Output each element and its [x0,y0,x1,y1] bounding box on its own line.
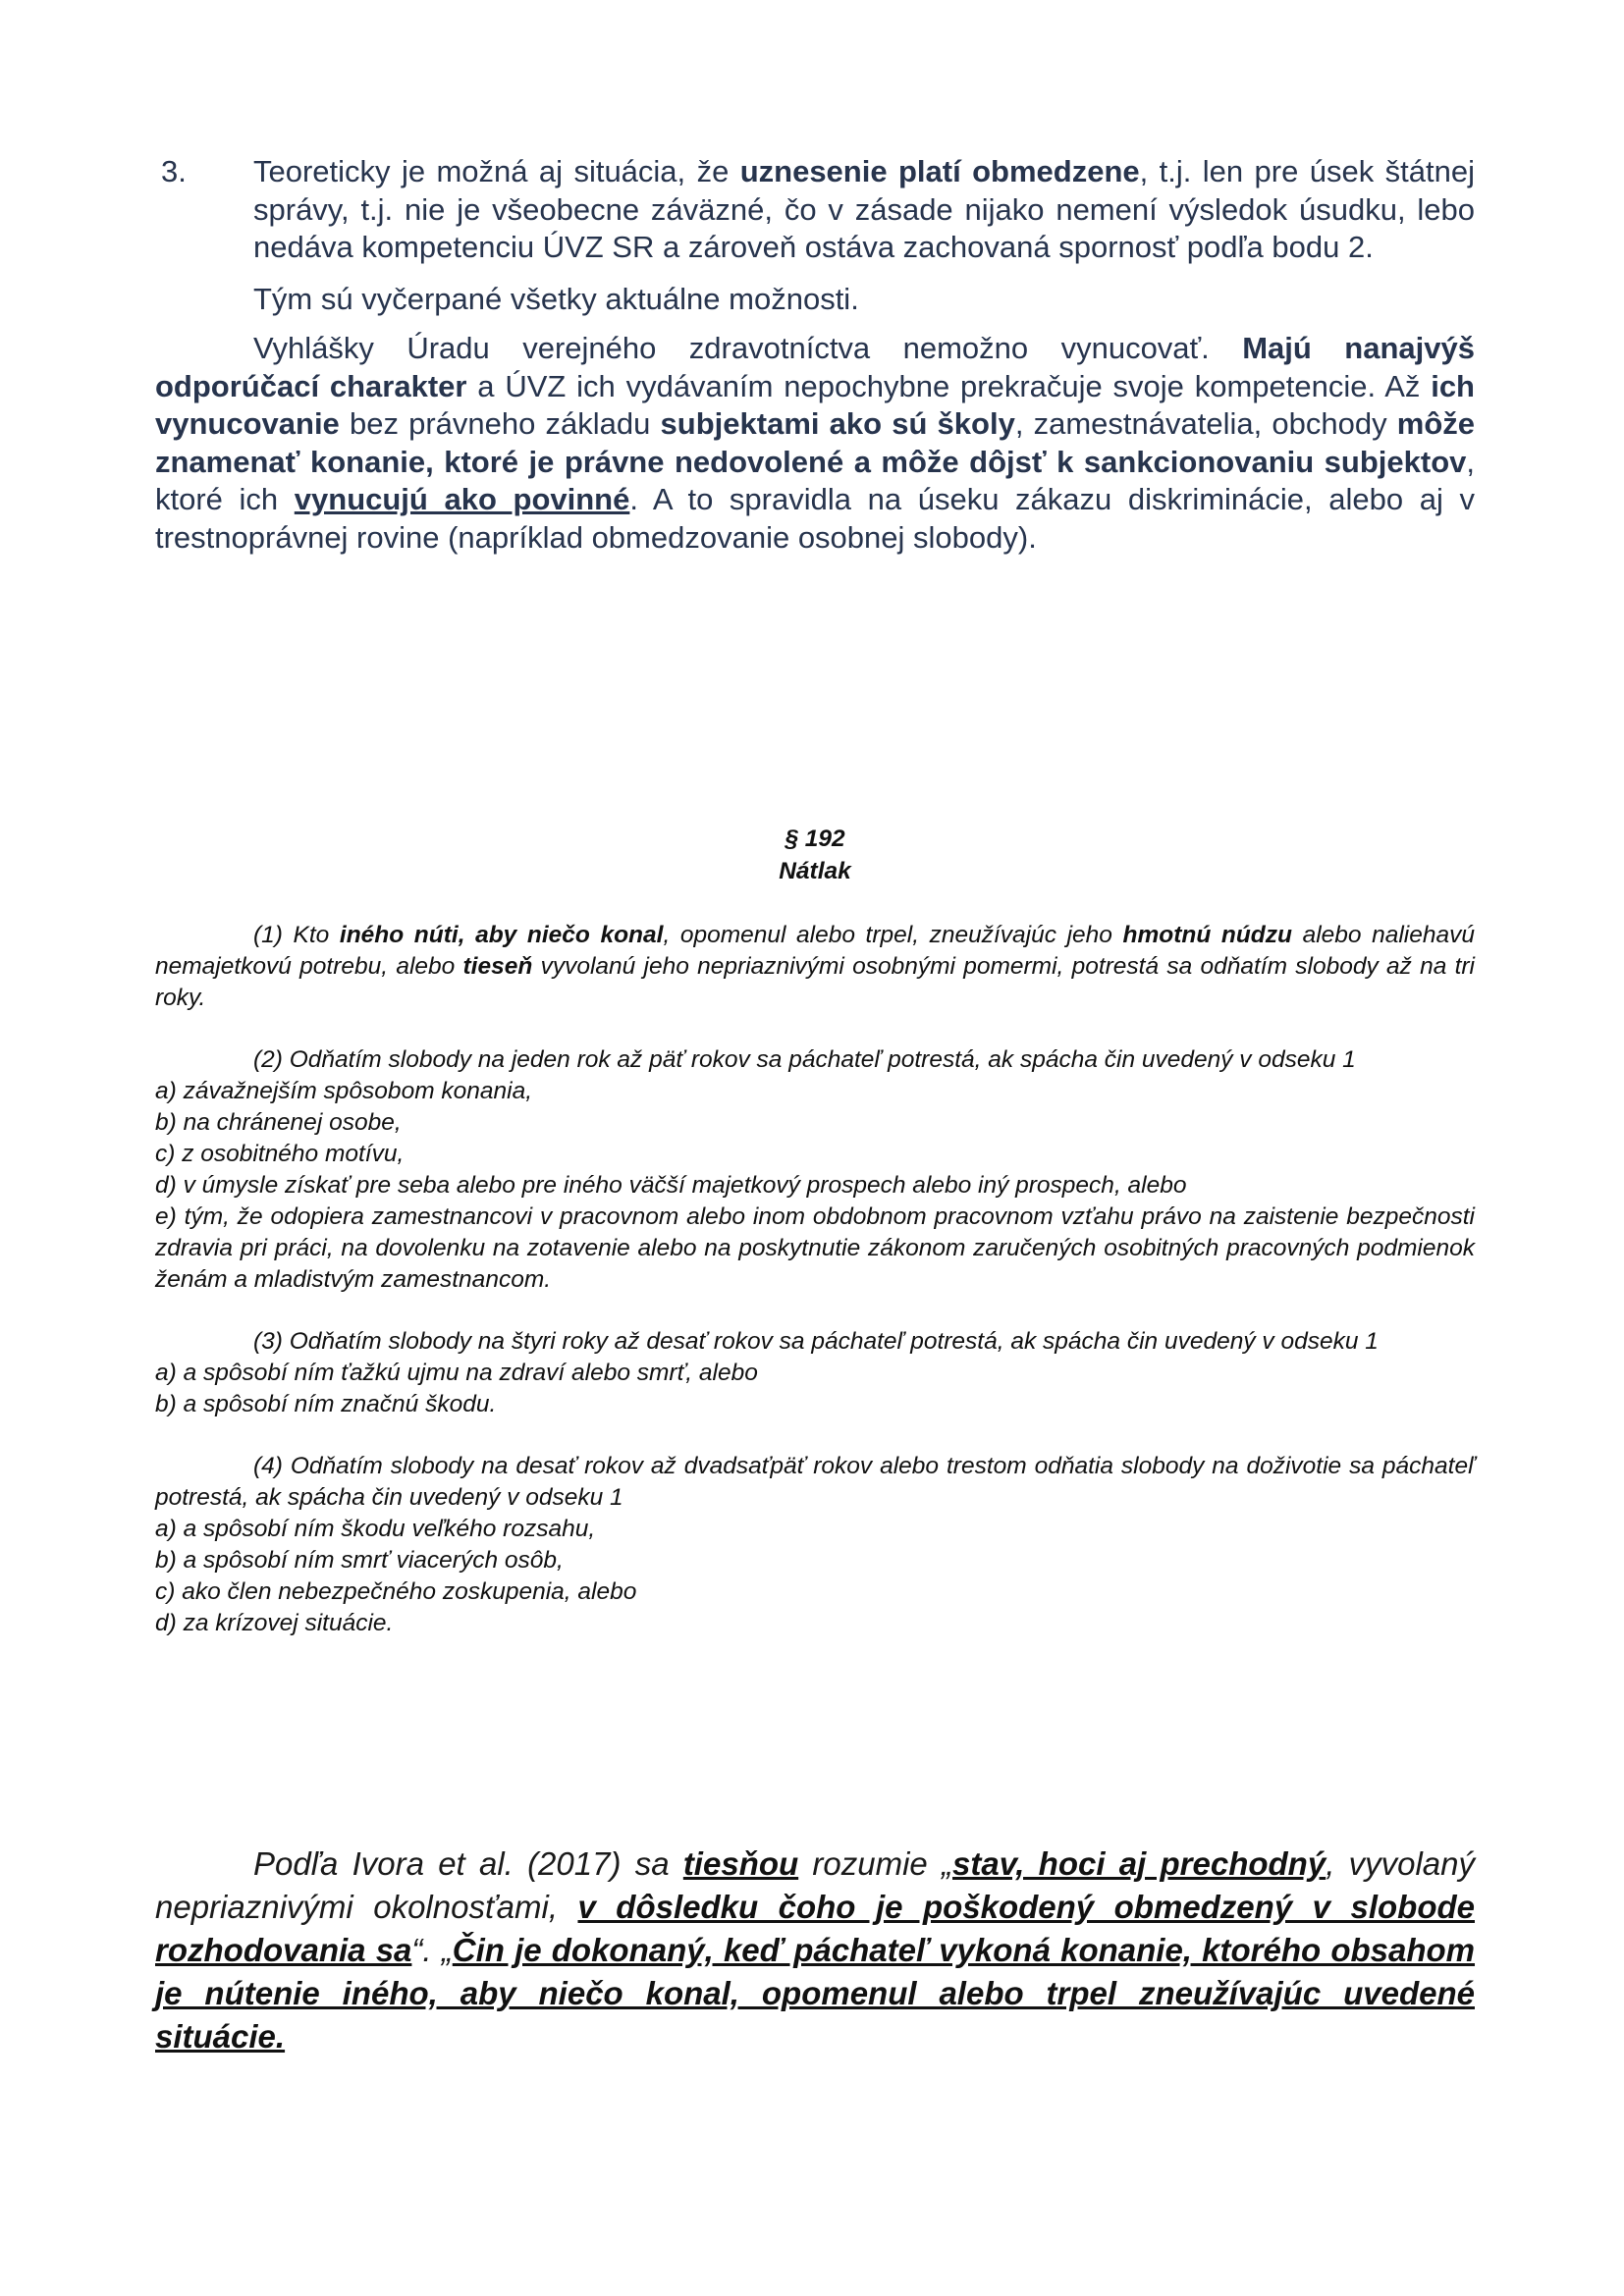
statute-paragraph-1 [155,920,1475,1014]
list-item: c) z osobitného motívu, [155,1141,405,1167]
text-run: , ktoré ich [155,444,1475,516]
vyhlasky-paragraph [155,330,1475,557]
bold-run: subjektami ako sú školy [660,406,1015,441]
text-run: “. „ [411,1932,453,1968]
statute-paragraph-2 [155,1044,1475,1296]
bold-run: ich vynucovanie [155,368,1475,441]
list-item: e) tým, že odopiera zamestnancovi v pracovnom alebo inom obdobnom pracovnom vzťahu právo na zaistenie bezpečnosti zdravia pri práci, na dovolenku na zotavenie alebo na poskytnutie zákonom zaručených osobitných pracovných podmienok ženám a mladistvým zamestnancom. [155,1203,1475,1293]
bold-underlined-run: v dôsledku čoho je poškodený obmedzený v slobode rozhodovania sa [155,1889,1475,1968]
bold-underlined-run: vynucujú ako povinné [294,482,630,516]
text-run: Vyhlášky Úradu verejného zdravotníctva nemožno vynucovať. [253,331,1243,365]
paragraph-intro: (2) Odňatím slobody na jeden rok až päť rokov sa páchateľ potrestá, ak spácha čin uvedený v odseku 1 [253,1046,1356,1073]
list-item: d) za krízovej situácie. [155,1610,394,1636]
text-run: . A to spravidla na úseku zákazu diskriminácie, alebo aj v trestnoprávnej rovine (napríklad obmedzovanie osobnej slobody). [155,482,1475,555]
bold-run: môže znamenať konanie, ktoré je právne nedovolené a môže dôjsť k sankcionovaniu subjektov [155,406,1476,479]
text-run: rozumie „ [798,1845,953,1882]
list-item: d) v úmysle získať pre seba alebo pre iného väčší majetkový prospech alebo iný prospech, alebo [155,1172,1187,1199]
closing-paragraph [155,1842,1475,2058]
text-run: alebo naliehavú nemajetkovú potrebu, alebo [155,922,1475,980]
summary-line: Tým sú vyčerpané všetky aktuálne možnosti. [253,281,859,316]
text-run: vyvolanú jeho nepriaznivými osobnými pomermi, potrestá sa odňatím slobody až na tri roky. [155,953,1475,1011]
list-item: a) a spôsobí ním ťažkú ujmu na zdraví alebo smrť, alebo [155,1360,758,1386]
bold-underlined-run: Čin je dokonaný, keď páchateľ vykoná konanie, ktorého obsahom je nútenie iného, aby niečo konal, opomenul alebo trpel zneužívajúc uvedené situácie. [155,1932,1476,2055]
item-bold: uznesenie platí obmedzene [739,154,1140,188]
list-item: b) a spôsobí ním smrť viacerých osôb, [155,1547,564,1574]
bold-run: tieseň [462,953,533,980]
item-text: , t.j. len pre úsek štátnej správy, t.j. nie je všeobecne záväzné, čo v zásade nijako nemení výsledok úsudku, lebo nedáva kompetenciu ÚVZ SR a zároveň ostáva zachovaná spornosť podľa bodu 2. [253,154,1475,264]
item-text: Teoreticky je možná aj situácia, že [253,154,740,188]
text-run: , vyvolaný nepriaznivými okolnosťami, [155,1845,1476,1925]
bold-underlined-run: stav, hoci aj prechodný [952,1845,1326,1882]
bold-run: hmotnú núdzu [1122,922,1292,948]
list-item: c) ako člen nebezpečného zoskupenia, alebo [155,1578,637,1605]
list-item: b) na chránenej osobe, [155,1109,402,1136]
bold-run: iného núti, aby niečo konal [339,922,664,948]
text-run: Podľa Ivora et al. (2017) sa [253,1845,683,1882]
bold-run: Majú nanajvýš odporúčací charakter [155,331,1475,403]
text-run: bez právneho základu [339,406,661,441]
numbered-item-3 [155,153,1475,267]
commentary-section [155,153,1475,557]
text-run: , opomenul alebo trpel, zneužívajúc jeho [663,922,1123,948]
statute-section [155,823,1475,1639]
statute-paragraph-3 [155,1326,1475,1420]
list-item: a) a spôsobí ním škodu veľkého rozsahu, [155,1516,596,1542]
text-run: a ÚVZ ich vydávaním nepochybne prekračuje svoje kompetencie. Až [466,368,1432,403]
bold-underlined-run: tiesňou [682,1845,799,1882]
text-run: (1) Kto [253,922,340,948]
statute-paragraph-4 [155,1451,1475,1639]
paragraph-intro: (3) Odňatím slobody na štyri roky až desať rokov sa páchateľ potrestá, ak spácha čin uvedený v odseku 1 [253,1328,1379,1355]
paragraph-intro: (4) Odňatím slobody na desať rokov až dvadsaťpäť rokov alebo trestom odňatia slobody na doživotie sa páchateľ potrestá, ak spácha čin uvedený v odseku 1 [155,1453,1475,1511]
list-item: a) závažnejším spôsobom konania, [155,1078,533,1104]
item-number: 3. [161,154,187,188]
section-number: § 192 [785,826,845,852]
section-title: Nátlak [779,858,851,884]
text-run: , zamestnávatelia, obchody [1014,406,1397,441]
list-item: b) a spôsobí ním značnú škodu. [155,1391,497,1417]
